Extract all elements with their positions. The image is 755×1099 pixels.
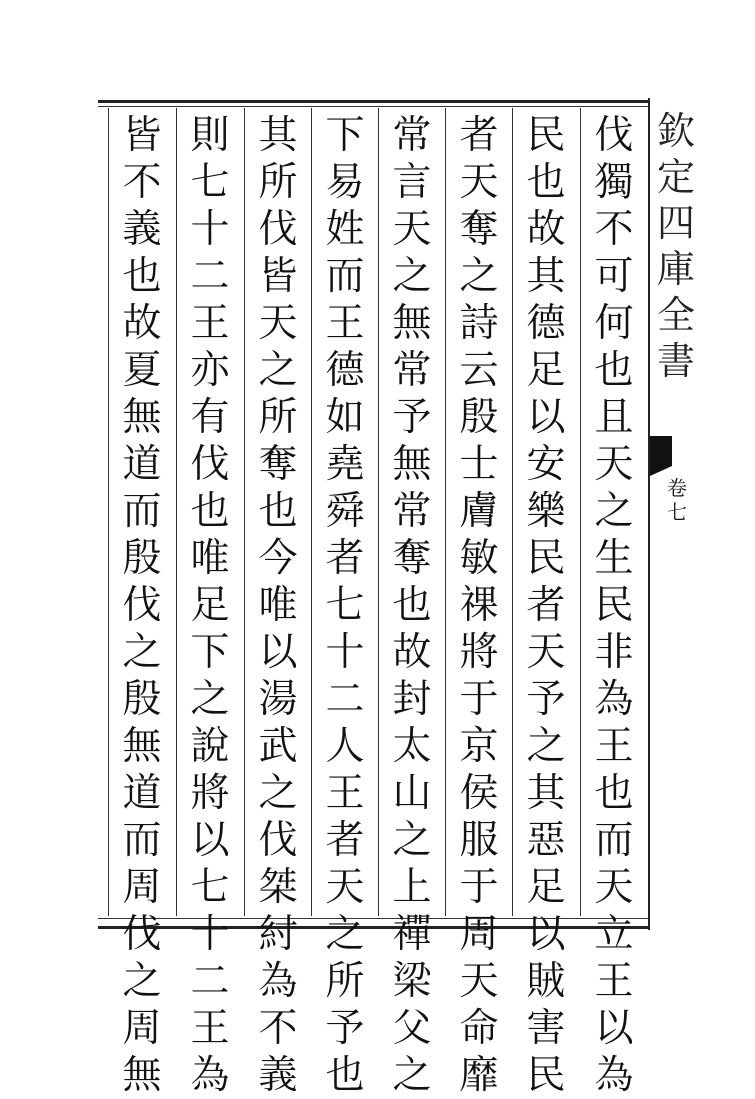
top-border-thick (98, 100, 648, 103)
column-divider (244, 108, 245, 916)
text-column-2: 民 也 故 其 德 足 以 安 樂 民 者 天 予 之 其 惡 足 以 賊 害 民 (526, 113, 566, 1098)
text-column-8: 皆 不 義 也 故 夏 無 道 而 殷 伐 之 殷 無 道 而 周 伐 之 周 無 (122, 113, 162, 1098)
page-spine (648, 98, 708, 930)
spine-edge (648, 98, 650, 930)
column-divider (580, 108, 581, 916)
column-divider (311, 108, 312, 916)
book-title: 欽 定 四 庫 全 書 (656, 109, 695, 383)
volume-label: 卷 七 (667, 476, 687, 524)
column-divider (108, 108, 109, 916)
column-divider (445, 108, 446, 916)
text-column-3: 者 天 奪 之 詩 云 殷 士 膚 敏 祼 將 于 京 侯 服 于 周 天 命 靡 (459, 113, 499, 1098)
column-divider (378, 108, 379, 916)
text-column-6: 其 所 伐 皆 天 之 所 奪 也 今 唯 以 湯 武 之 伐 桀 紂 為 不 義 (258, 113, 298, 1098)
top-border-thin (98, 106, 648, 107)
text-column-5: 下 易 姓 而 王 德 如 堯 舜 者 七 十 二 人 王 者 天 之 所 予 也 (325, 113, 365, 1098)
text-column-1: 伐 獨 不 可 何 也 且 天 之 生 民 非 為 王 也 而 天 立 王 以 為 (594, 113, 634, 1098)
column-divider (176, 108, 177, 916)
fish-tail-mark-icon (650, 436, 672, 476)
text-column-7: 則 七 十 二 王 亦 有 伐 也 唯 足 下 之 說 將 以 七 十 二 王 為 (190, 113, 230, 1098)
text-column-4: 常 言 天 之 無 常 予 無 常 奪 也 故 封 太 山 之 上 禪 梁 父 之 (392, 113, 432, 1098)
column-divider (512, 108, 513, 916)
